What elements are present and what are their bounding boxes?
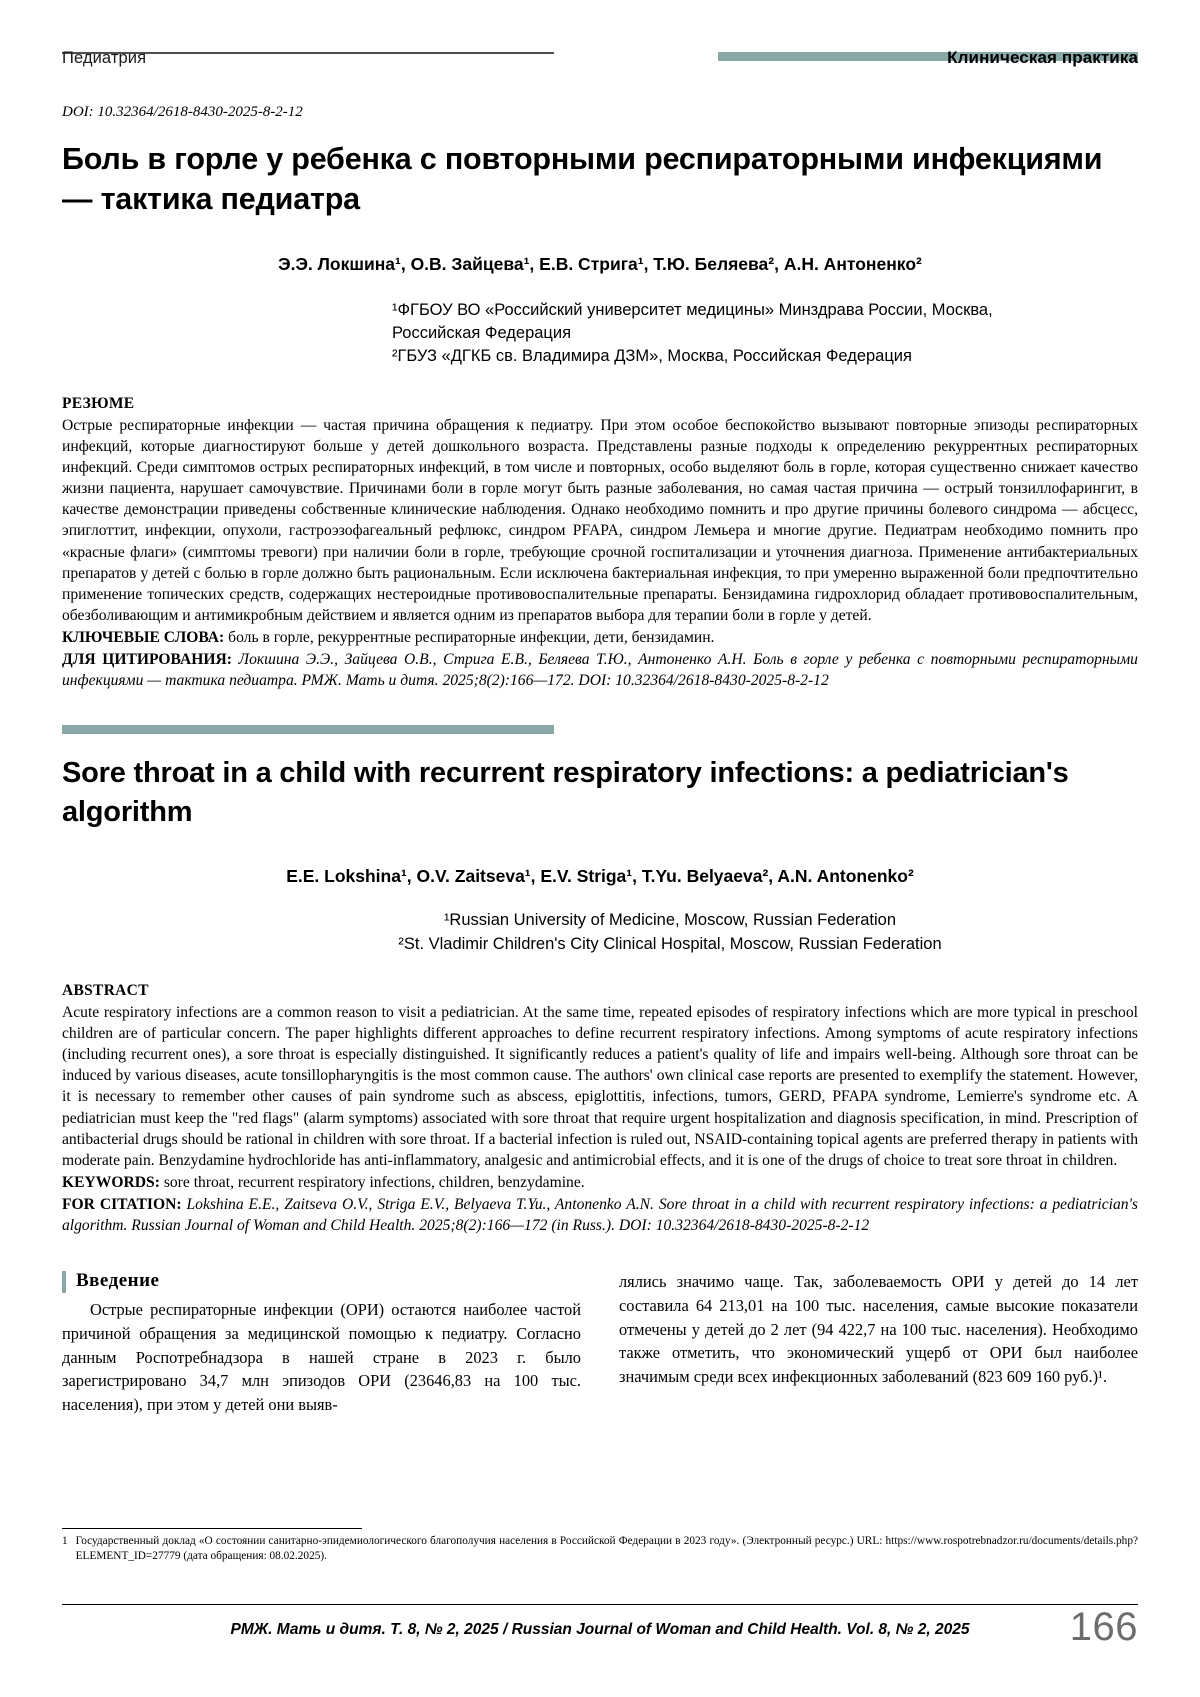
page-number: 166 [1069,1605,1138,1649]
section-heading-introduction: Введение [62,1270,581,1292]
article-title-ru: Боль в горле у ребенка с повторными респираторными инфекциями — тактика педиатра [62,142,1103,217]
affiliation-en-1: ¹Russian University of Medicine, Moscow, Russian Federation [443,911,897,930]
affiliation-ru-1a: ¹ФГБОУ ВО «Российский университет медицины» Минздрава России, Москва, [392,300,993,319]
authors-ru: Э.Э. Локшина¹, О.В. Зайцева¹, Е.В. Стрига¹, Т.Ю. Беляева², А.Н. Антоненко² [278,253,922,274]
body-column-right [619,1270,1138,1416]
body-column-left [62,1270,581,1416]
keywords-ru [62,627,1138,648]
citation-en [62,1194,1138,1236]
affiliation-en-2: ²St. Vladimir Children's City Clinical Hospital, Moscow, Russian Federation [398,934,942,953]
abstract-en: Acute respiratory infections are a common reason to visit a pediatrician. At the same time, repeated episodes of respiratory infections which are more typical in preschool children are of particular concern. The paper highlights different approaches to define recurrent respiratory infections. Among symptoms of acute respiratory infections (including recurrent ones), a sore throat is especially distinguished. It significantly reduces a patient's quality of life and impairs well-being. Although sore throat can be induced by various diseases, acute tonsillopharyngitis is the most common cause. The authors' own clinical case reports are presented to exemplify the statement. However, it is necessary to remember other causes of pain syndrome such as abscess, epiglottitis, infections, tumors, GERD, PFAPA syndrome, Lemierre's syndrome etc. A pediatrician must keep the "red flags" (alarm symptoms) associated with sore throat that require urgent hospitalization and diagnosis specification, in mind. Prescription of antibacterial drugs should be rational in children with sore throat. If a bacterial infection is ruled out, NSAID-containing topical agents are preferred therapy in patients with moderate pain. Benzydamine hydrochloride has anti-inflammatory, analgesic and antimicrobial effects, and it is one of the drugs of choice to treat sore throat in children. [62,1003,1138,1169]
footer-journal-en: Russian Journal of Woman and Child Health. Vol. 8, № 2, 2025 [511,1621,970,1638]
running-head-section: Педиатрия [62,49,147,67]
abstract-ru: Острые респираторные инфекции — частая причина обращения к педиатру. При этом особое беспокойство вызывают повторные эпизоды респираторных инфекций, которые диагностируют больше у детей дошкольного возраста. Представлены разные подходы к определению рекуррентных респираторных инфекций. Среди симптомов острых респираторных инфекций, в том числе и повторных, особо выделяют боль в горле, которая существенно снижает качество жизни пациента, нарушает самочувствие. Причинами боли в горле могут быть разные заболевания, но самая частая причина — острый тонзиллофарингит, в качестве демонстрации приведены собственные клинические наблюдения. Однако необходимо помнить и про другие причины болевого синдрома — абсцесс, эпиглоттит, инфекции, опухоли, гастроэзофагеальный рефлюкс, синдром PFAPA, синдром Лемьера и многие другие. Педиатрам необходимо помнить про «красные флаги» (симптомы тревоги) при наличии боли в горле, требующие срочной госпитализации и уточнения диагноза. Применение антибактериальных препаратов у детей с болью в горле должно быть рациональным. Если исключена бактериальная инфекция, то при умеренно выраженной боли предпочтительно применение топических средств, содержащих нестероидные противовоспалительные препараты. Бензидамина гидрохлорид обладает противовоспалительным, обезболивающим и антимикробным действием и является одним из препаратов выбора для терапии боли в горле у детей. [62,416,1138,624]
page-footer [62,1604,1138,1639]
intro-paragraph-left: Острые респираторные инфекции (ОРИ) остаются наиболее частой причиной обращения за медицинской помощью к педиатру. Согласно данным Роспотребнадзора в нашей стране в 2023 г. было зарегистрировано 34,7 млн эпизодов ОРИ (23646,83 на 100 тыс. населения), при этом у детей они выяв- [62,1300,581,1414]
affiliation-ru-1b: Российская Федерация [392,323,572,342]
footnote-rule [62,1528,362,1529]
running-head-rubric: Клиническая практика [947,48,1138,67]
keywords-label-ru: КЛЮЧЕВЫЕ СЛОВА: [62,629,225,647]
abstract-label-ru: РЕЗЮМЕ [62,394,135,412]
keywords-text-en: sore throat, recurrent respiratory infections, children, benzydamine. [163,1173,585,1191]
footnote-area [62,1528,1138,1564]
authors-en: E.E. Lokshina¹, O.V. Zaitseva¹, E.V. Striga¹, T.Yu. Belyaeva², A.N. Antonenko² [286,866,914,887]
intro-paragraph-right: лялись значимо чаще. Так, заболеваемость ОРИ у детей до 14 лет составила 64 213,01 на 100 тыс. населения, самые высокие показатели отмечены у детей до 2 лет (94 422,7 на 100 тыс. населения). Необходимо также отметить, что экономический ущерб от ОРИ был наиболее значимым среди всех инфекционных заболеваний (823 609 160 руб.)¹. [619,1272,1138,1386]
article-title-en: Sore throat in a child with recurrent respiratory infections: a pediatrician's algorithm [62,757,1069,829]
keywords-en [62,1172,1138,1193]
citation-ru [62,649,1138,691]
affiliations-en [202,909,1138,956]
footnote-text: Государственный доклад «О состоянии санитарно-эпидемиологического благополучия населения в Российской Федерации в 2023 году». (Электронный ресурс.) URL: https://www.rospotrebnadzor.ru/documents/details.php?ELEMENT_ID=27779 (дата обращения: 08.02.2025). [75,1535,1138,1563]
keywords-label-en: KEYWORDS: [62,1173,160,1191]
affiliation-ru-2: ²ГБУЗ «ДГКБ св. Владимира ДЗМ», Москва, Российская Федерация [392,347,912,366]
affiliations-ru [392,299,1138,369]
footnote [62,1534,1138,1564]
doi-line: DOI: 10.32364/2618-8430-2025-8-2-12 [62,104,303,120]
footnote-marker: 1 [62,1535,68,1547]
citation-label-en: FOR CITATION: [62,1196,182,1214]
page-content [62,0,1138,1416]
footer-journal-ru: РМЖ. Мать и дитя. Т. 8, № 2, 2025 / [230,1621,512,1638]
citation-text-ru: Локшина Э.Э., Зайцева О.В., Стрига Е.В., Беляева Т.Ю., Антоненко А.Н. Боль в горле у ребенка с повторными респираторными инфекциями — тактика педиатра. РМЖ. Мать и дитя. 2025;8(2):166—172. DOI: 10.32364/2618-8430-2025-8-2-12 [62,651,1138,690]
english-section-accent-bar [62,725,554,734]
citation-text-en: Lokshina E.E., Zaitseva O.V., Striga E.V., Belyaeva T.Yu., Antonenko A.N. Sore throat in a child with recurrent respiratory infections: a pediatrician's algorithm. Russian Journal of Woman and Child Health. 2025;8(2):166—172 (in Russ.). DOI: 10.32364/2618-8430-2025-8-2-12 [62,1196,1138,1235]
keywords-text-ru: боль в горле, рекуррентные респираторные инфекции, дети, бензидамин. [228,629,715,647]
footer-journal-line [62,1615,1138,1639]
citation-label-ru: ДЛЯ ЦИТИРОВАНИЯ: [62,651,232,669]
running-head [62,48,1138,74]
abstract-label-en: ABSTRACT [62,981,149,999]
body-columns [62,1270,1138,1416]
